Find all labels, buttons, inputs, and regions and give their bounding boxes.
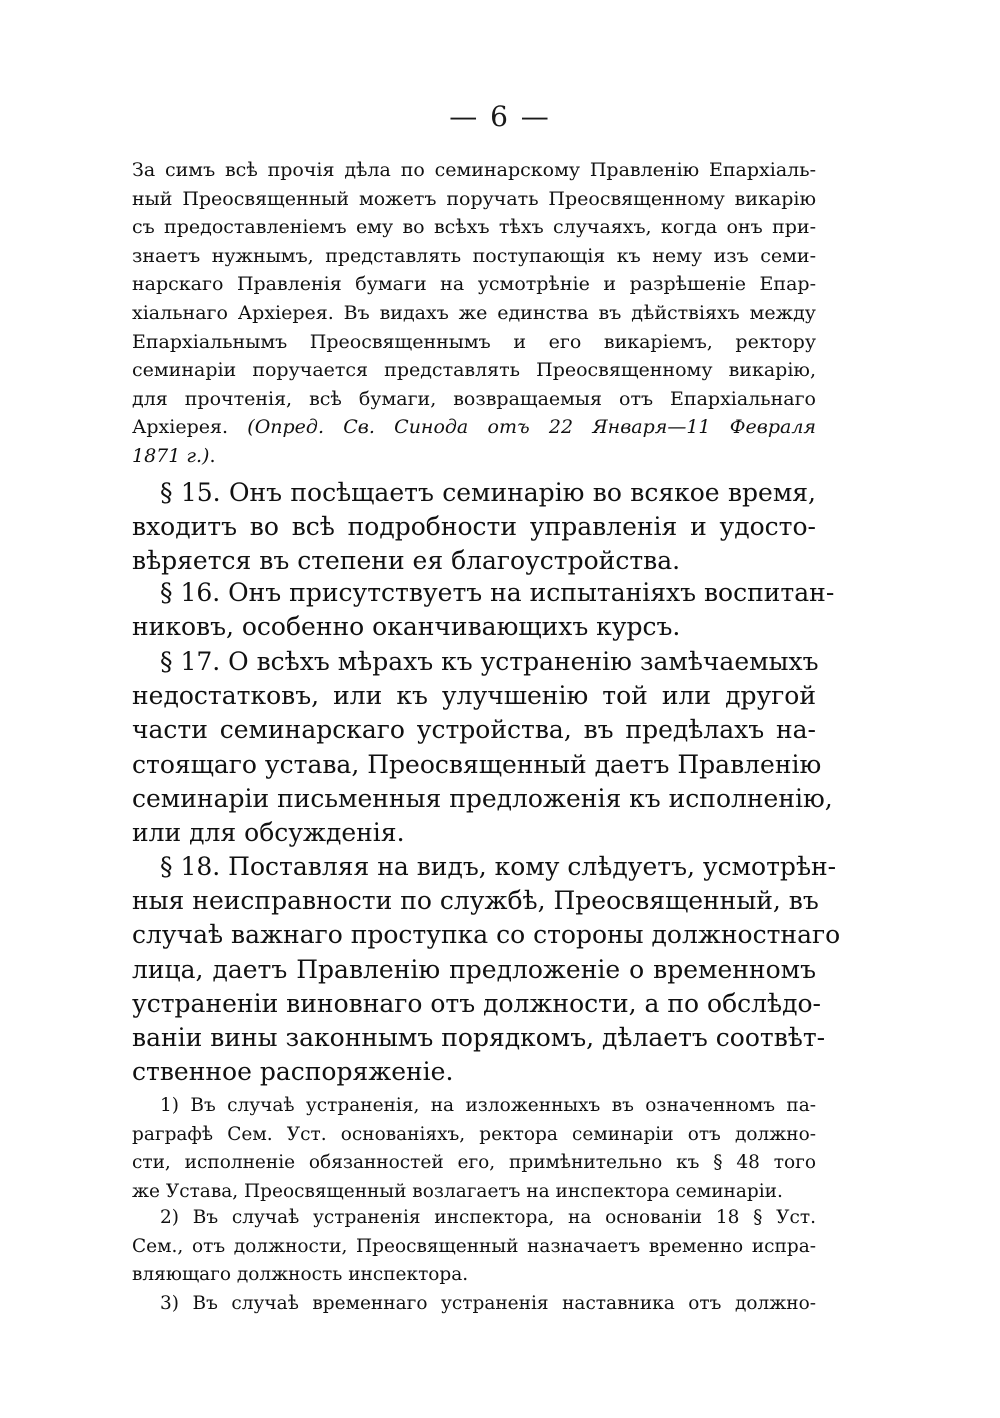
- text-line: случаѣ важнаго проступка со стороны должностнаго: [132, 920, 841, 950]
- text-line: ный Преосвященный можетъ поручать Преосвященному викарію: [132, 187, 816, 210]
- note-1: [132, 1092, 816, 1206]
- text-line: устраненіи виновнаго отъ должности, а по обслѣдо-: [132, 988, 821, 1018]
- citation-text: 1871 г.): [132, 444, 210, 467]
- text-line: знаетъ нужнымъ, представлять поступающія къ нему изъ семи-: [132, 244, 816, 267]
- text-line: 1) Въ случаѣ устраненія, на изложенныхъ въ означенномъ па-: [160, 1095, 816, 1116]
- text-line: ственное распоряженіе.: [132, 1057, 454, 1087]
- text-line: раграфѣ Сем. Уст. основаніяхъ, ректора семинаріи отъ должно-: [132, 1123, 816, 1145]
- page-number: — 6 —: [449, 100, 551, 133]
- text-line: для прочтенія, всѣ бумаги, возвращаемыя отъ Епархіальнаго: [132, 387, 816, 410]
- text-line: ваніи вины законнымъ порядкомъ, дѣлаетъ соотвѣт-: [132, 1023, 826, 1053]
- text-line: 2) Въ случаѣ устраненія инспектора, на основаніи 18 § Уст.: [160, 1207, 816, 1228]
- section-16: [132, 576, 835, 644]
- text-line: вѣряется въ степени ея благоустройства.: [132, 546, 681, 576]
- text-line: нарскаго Правленія бумаги на усмотрѣніе и разрѣшеніе Епар-: [132, 273, 816, 296]
- section-15: [132, 476, 816, 579]
- text-line: § 18. Поставляя на видъ, кому слѣдуетъ, усмотрѣн-: [160, 852, 837, 881]
- text-line: лица, даетъ Правленію предложеніе о временномъ: [132, 954, 816, 984]
- note-2: [132, 1204, 816, 1290]
- text-line: вляющаго должность инспектора.: [132, 1264, 469, 1285]
- note-3: [132, 1290, 816, 1319]
- intro-paragraph: [132, 156, 816, 471]
- text-line: семинаріи поручается представлять Преосвященному викарію,: [132, 359, 816, 382]
- text-line: Сем., отъ должности, Преосвященный назначаетъ временно испра-: [132, 1235, 816, 1257]
- text-line: входитъ во всѣ подробности управленія и удосто-: [132, 512, 816, 542]
- text-line: За симъ всѣ прочія дѣла по семинарскому Правленію Епархіаль-: [132, 159, 816, 181]
- text-plain: Архіерея.: [132, 416, 248, 439]
- text-line: же Устава, Преосвященный возлагаетъ на инспектора семинаріи.: [132, 1180, 783, 1202]
- text-line: Епархіальнымъ Преосвященнымъ и его викаріемъ, ректору: [132, 330, 816, 353]
- text-line: стоящаго устава, Преосвященный даетъ Правленію: [132, 749, 822, 779]
- text-line: § 15. Онъ посѣщаетъ семинарію во всякое время,: [160, 478, 816, 507]
- text-line: [132, 442, 816, 471]
- text-line: никовъ, особенно оканчивающихъ курсъ.: [132, 612, 681, 642]
- text-line: 3) Въ случаѣ временнаго устраненія наставника отъ должно-: [160, 1293, 816, 1314]
- text-line: сти, исполненіе обязанностей его, примѣнительно къ § 48 того: [132, 1152, 816, 1173]
- text-line: части семинарскаго устройства, въ предѣлахъ на-: [132, 715, 816, 745]
- text-line: [132, 413, 816, 442]
- text-line: § 16. Онъ присутствуетъ на испытаніяхъ воспитан-: [160, 578, 835, 607]
- text-line: хіальнаго Архіерея. Въ видахъ же единства въ дѣйствіяхъ между: [132, 301, 816, 324]
- section-18: [132, 850, 841, 1089]
- text-line: съ предоставленіемъ ему во всѣхъ тѣхъ случаяхъ, когда онъ при-: [132, 216, 816, 239]
- text-line: ныя неисправности по службѣ, Преосвященный, въ: [132, 886, 819, 916]
- text-line: § 17. О всѣхъ мѣрахъ къ устраненію замѣчаемыхъ: [160, 647, 819, 676]
- citation-text: (Опред. Св. Синода отъ 22 Января—11 Февраля: [247, 416, 816, 439]
- text-line: семинаріи письменныя предложенія къ исполненію,: [132, 783, 833, 813]
- text-plain: .: [209, 444, 216, 467]
- text-line: или для обсужденія.: [132, 818, 405, 848]
- section-17: [132, 645, 833, 850]
- text-line: недостатковъ, или къ улучшенію той или другой: [132, 681, 816, 711]
